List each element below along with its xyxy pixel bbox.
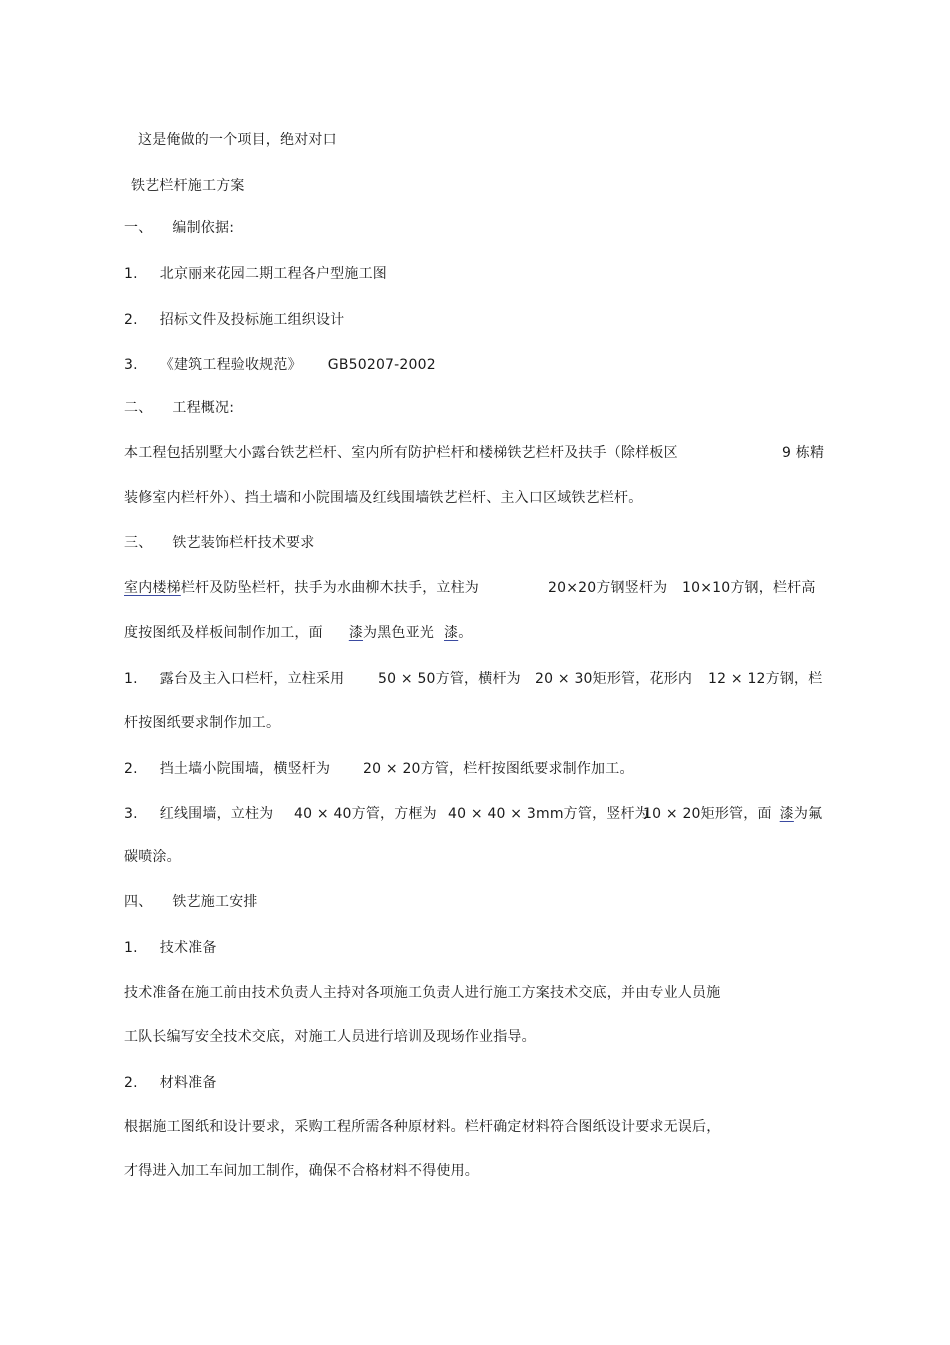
section-1-number: 一、 bbox=[124, 220, 153, 236]
section-2-paragraph-line-1 bbox=[124, 444, 678, 462]
section-4-item-1-paragraph-line-1: 技术准备在施工前由技术负责人主持对各项施工负责人进行施工方案技术交底，并由专业人员施 bbox=[124, 985, 721, 1001]
section-2-title: 工程概况: bbox=[172, 400, 235, 416]
spec-terrace-column: 50 × 50方管，横杆为 bbox=[378, 671, 521, 687]
intro-text: 这是俺做的一个项目，绝对对口 bbox=[138, 132, 337, 148]
section-3-item-3 bbox=[124, 805, 273, 823]
item-title: 材料准备 bbox=[159, 1075, 217, 1091]
section-4-item-2 bbox=[124, 1074, 217, 1092]
item-text: 红线围墙，立柱为 bbox=[159, 806, 274, 822]
section-4-item-2-paragraph-line-2: 才得进入加工车间加工制作，确保不合格材料不得使用。 bbox=[124, 1163, 479, 1179]
section-3-item-1-continued: 杆按图纸要求制作加工。 bbox=[124, 715, 281, 731]
item-text: 露台及主入口栏杆，立柱采用 bbox=[159, 671, 345, 687]
paragraph-text: 。 bbox=[458, 625, 473, 641]
item-number: 2. bbox=[124, 1075, 138, 1091]
section-1-heading bbox=[124, 219, 234, 237]
section-2-number: 二、 bbox=[124, 400, 153, 416]
section-3-number: 三、 bbox=[124, 535, 153, 551]
item-number: 1. bbox=[124, 266, 138, 282]
section-4-heading bbox=[124, 893, 258, 911]
item-number: 3. bbox=[124, 357, 138, 373]
section-3-paragraph-line-1 bbox=[124, 579, 479, 597]
section-3-heading bbox=[124, 534, 314, 552]
item-number: 2. bbox=[124, 312, 138, 328]
section-4-title: 铁艺施工安排 bbox=[172, 894, 258, 910]
item-text: 为氟 bbox=[793, 806, 823, 822]
section-1-item-2 bbox=[124, 311, 344, 329]
item-text: 《建筑工程验收规范》 bbox=[159, 357, 302, 373]
document-title: 铁艺栏杆施工方案 bbox=[131, 178, 245, 194]
section-1-item-1 bbox=[124, 265, 387, 283]
paragraph-text: 度按图纸及样板间制作加工，面 bbox=[124, 625, 323, 641]
section-2-paragraph-line-2: 装修室内栏杆外）、挡土墙和小院围墙及红线围墙铁艺栏杆、主入口区域铁艺栏杆。 bbox=[124, 490, 643, 506]
paragraph-text: 栏杆及防坠栏杆，扶手为水曲柳木扶手，立柱为 bbox=[180, 580, 480, 596]
section-3-title: 铁艺装饰栏杆技术要求 bbox=[172, 535, 315, 551]
section-4-item-1 bbox=[124, 939, 217, 957]
section-4-item-2-paragraph-line-1: 根据施工图纸和设计要求，采购工程所需各种原材料。栏杆确定材料符合图纸设计要求无误后， bbox=[124, 1119, 721, 1135]
item-title: 技术准备 bbox=[159, 940, 217, 956]
underlined-term: 漆 bbox=[779, 806, 794, 822]
spec-terrace-pattern: 12 × 12方钢，栏 bbox=[708, 671, 823, 687]
spec-terrace-rail: 20 × 30矩形管，花形内 bbox=[535, 671, 693, 687]
section-3-paragraph-line-2 bbox=[124, 624, 472, 642]
section-3-item-3-continued: 碳喷涂。 bbox=[124, 849, 181, 865]
section-4-number: 四、 bbox=[124, 894, 153, 910]
item-number: 3. bbox=[124, 806, 138, 822]
underlined-term: 漆 bbox=[444, 625, 459, 641]
spec-column-spec: 20×20方钢竖杆为 bbox=[548, 580, 668, 596]
spec-bar-spec: 10×10方钢，栏杆高 bbox=[682, 580, 816, 596]
item-number: 2. bbox=[124, 761, 138, 777]
standard-code: GB50207-2002 bbox=[327, 357, 436, 373]
item-text: 10 × 20矩形管，面 bbox=[643, 806, 772, 822]
underlined-term: 室内楼梯 bbox=[124, 580, 181, 596]
spec-red-line-column: 40 × 40方管，方框为 bbox=[294, 806, 437, 822]
item-number: 1. bbox=[124, 940, 138, 956]
section-1-title: 编制依据: bbox=[172, 220, 235, 236]
section-3-item-2 bbox=[124, 760, 330, 778]
paragraph-text: 本工程包括别墅大小露台铁艺栏杆、室内所有防护栏杆和楼梯铁艺栏杆及扶手（除样板区 bbox=[124, 445, 678, 461]
section-2-heading bbox=[124, 399, 234, 417]
section-1-item-3 bbox=[124, 356, 436, 374]
item-text: 北京丽来花园二期工程各户型施工图 bbox=[159, 266, 387, 282]
paragraph-text: 为黑色亚光 bbox=[363, 625, 435, 641]
underlined-term: 漆 bbox=[348, 625, 364, 641]
spec-retaining-wall: 20 × 20方管，栏杆按图纸要求制作加工。 bbox=[363, 761, 634, 777]
section-3-item-1 bbox=[124, 670, 344, 688]
item-number: 1. bbox=[124, 671, 138, 687]
section-2-paragraph-line-1-end: 9 栋精 bbox=[782, 445, 825, 461]
spec-red-line-bar bbox=[643, 805, 822, 823]
item-text: 挡土墙小院围墙，横竖杆为 bbox=[159, 761, 331, 777]
item-text: 招标文件及投标施工组织设计 bbox=[159, 312, 345, 328]
spec-red-line-frame: 40 × 40 × 3mm方管，竖杆为 bbox=[448, 806, 649, 822]
section-4-item-1-paragraph-line-2: 工队长编写安全技术交底，对施工人员进行培训及现场作业指导。 bbox=[124, 1029, 536, 1045]
